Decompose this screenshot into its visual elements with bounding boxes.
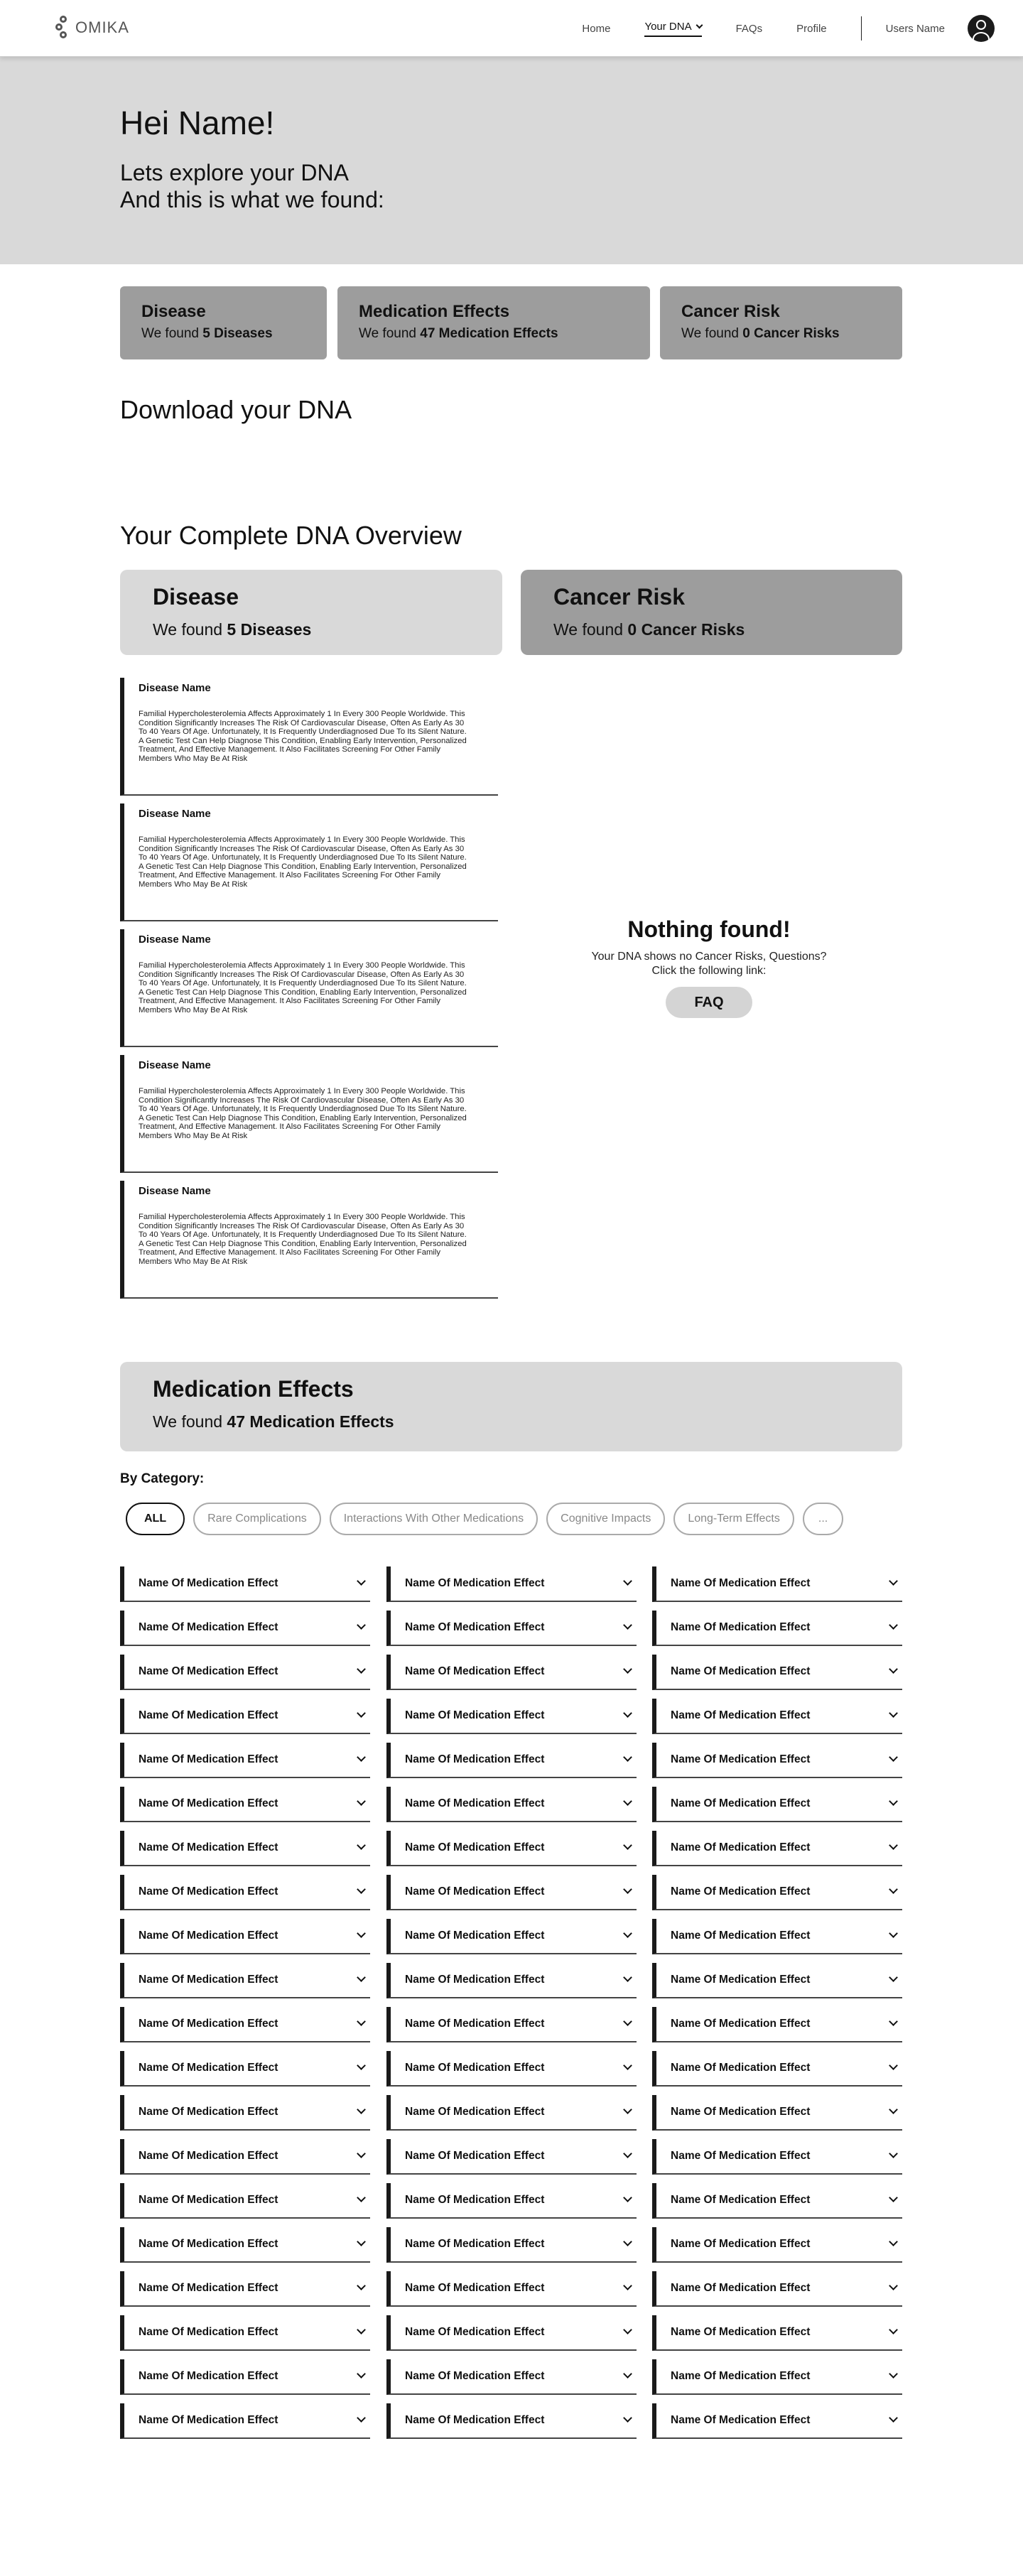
- chevron-down-icon: [695, 21, 703, 28]
- chevron-down-icon[interactable]: [623, 2105, 632, 2114]
- medication-effect-name: Name Of Medication Effect: [139, 2370, 278, 2382]
- chevron-down-icon[interactable]: [357, 1753, 366, 1762]
- chevron-down-icon[interactable]: [623, 1841, 632, 1850]
- chevron-down-icon[interactable]: [357, 2149, 366, 2158]
- medication-effect-name: Name Of Medication Effect: [405, 1665, 545, 1677]
- medication-effect-name: Name Of Medication Effect: [139, 2326, 278, 2338]
- medication-card-title: Medication Effects: [153, 1376, 354, 1402]
- medication-effect-name: Name Of Medication Effect: [139, 1930, 278, 1942]
- medication-effect-item[interactable]: [120, 2051, 370, 2087]
- chevron-down-icon[interactable]: [889, 1620, 898, 1630]
- chevron-down-icon[interactable]: [357, 1797, 366, 1806]
- medication-effect-name: Name Of Medication Effect: [405, 1797, 545, 1809]
- medication-effect-name: Name Of Medication Effect: [671, 2194, 811, 2206]
- medication-effect-name: Name Of Medication Effect: [139, 1841, 278, 1853]
- disease-item[interactable]: [120, 929, 498, 1047]
- medication-effect-name: Name Of Medication Effect: [405, 2414, 545, 2426]
- medication-effect-item[interactable]: [120, 2227, 370, 2263]
- disease-name: Disease Name: [139, 682, 211, 694]
- summary-card-title: Disease: [141, 302, 206, 321]
- top-navbar: [0, 0, 1023, 57]
- disease-name: Disease Name: [139, 1185, 211, 1197]
- summary-card-title: Cancer Risk: [681, 302, 780, 321]
- medication-effect-name: Name Of Medication Effect: [405, 1753, 545, 1765]
- medication-effect-name: Name Of Medication Effect: [671, 1885, 811, 1898]
- disease-description: Familial Hypercholesterolemia Affects Approximately 1 In Every 300 People Worldwide. This Condition Significantly Increases The Risk Of Cardiovascular Disease, Often As Early As 30 To 40 Years Of Age. Unfortunately, It Is Frequently Underdiagnosed Due To Its Silent Nature. A Genetic Test Can Help Diagnose This Condition, Enabling Early Intervention, Personalized Treatment, And Effective Management. It Also Facilitates Screening For Other Family Members Who May Be At Risk: [139, 835, 467, 889]
- medication-effect-item[interactable]: [386, 2183, 637, 2219]
- medication-effect-item[interactable]: [652, 1566, 902, 1602]
- medication-effect-name: Name Of Medication Effect: [671, 1841, 811, 1853]
- medication-effect-name: Name Of Medication Effect: [671, 2282, 811, 2294]
- user-avatar-icon[interactable]: [968, 15, 995, 42]
- hero-banner: [0, 57, 1023, 264]
- medication-effect-item[interactable]: [386, 2139, 637, 2175]
- medication-effect-item[interactable]: [120, 2139, 370, 2175]
- medication-effect-item[interactable]: [652, 1831, 902, 1866]
- summary-card-medication[interactable]: [337, 286, 650, 359]
- chevron-down-icon[interactable]: [623, 2193, 632, 2202]
- chevron-down-icon[interactable]: [623, 1973, 632, 1982]
- medication-effect-name: Name Of Medication Effect: [671, 2150, 811, 2162]
- medication-effect-item[interactable]: [386, 2271, 637, 2307]
- chevron-down-icon[interactable]: [889, 2413, 898, 2423]
- medication-effect-item[interactable]: [652, 1743, 902, 1778]
- download-dna-title[interactable]: Download your DNA: [120, 395, 352, 424]
- nav-your-dna[interactable]: [644, 21, 701, 37]
- chip-cognitive-impacts[interactable]: Cognitive Impacts: [546, 1503, 665, 1535]
- medication-effect-item[interactable]: [120, 1566, 370, 1602]
- medication-effect-name: Name Of Medication Effect: [405, 2282, 545, 2294]
- chevron-down-icon[interactable]: [357, 2369, 366, 2379]
- chevron-down-icon[interactable]: [623, 2237, 632, 2246]
- chevron-down-icon[interactable]: [357, 2413, 366, 2423]
- medication-effect-name: Name Of Medication Effect: [405, 2326, 545, 2338]
- logo-text: OMIKA: [75, 18, 129, 36]
- summary-card-text: We found 0 Cancer Risks: [681, 326, 840, 341]
- medication-effect-name: Name Of Medication Effect: [671, 2238, 811, 2250]
- medication-effect-name: Name Of Medication Effect: [671, 2106, 811, 2118]
- medication-effect-name: Name Of Medication Effect: [405, 1885, 545, 1898]
- medication-effect-item[interactable]: [120, 2359, 370, 2395]
- chevron-down-icon[interactable]: [357, 2017, 366, 2026]
- nav-home[interactable]: Home: [582, 22, 611, 35]
- medication-effect-item[interactable]: [120, 1655, 370, 1690]
- summary-card-text: We found 47 Medication Effects: [359, 326, 558, 341]
- chevron-down-icon[interactable]: [889, 2281, 898, 2290]
- chip-all[interactable]: ALL: [126, 1503, 185, 1535]
- summary-card-title: Medication Effects: [359, 302, 510, 321]
- medication-effect-name: Name Of Medication Effect: [671, 1709, 811, 1721]
- medication-effect-item[interactable]: [386, 1611, 637, 1646]
- chevron-down-icon[interactable]: [357, 1885, 366, 1894]
- empty-state-line-1: Your DNA shows no Cancer Risks, Questions?: [591, 951, 827, 963]
- medication-effect-item[interactable]: [386, 1919, 637, 1954]
- disease-item[interactable]: [120, 803, 498, 921]
- chevron-down-icon[interactable]: [623, 1709, 632, 1718]
- medication-effect-name: Name Of Medication Effect: [405, 2194, 545, 2206]
- medication-effect-name: Name Of Medication Effect: [405, 2106, 545, 2118]
- disease-item[interactable]: [120, 1181, 498, 1299]
- medication-effect-item[interactable]: [652, 2227, 902, 2263]
- medication-effect-name: Name Of Medication Effect: [405, 1930, 545, 1942]
- overview-card-title: Cancer Risk: [553, 584, 685, 610]
- medication-card[interactable]: [120, 1362, 902, 1451]
- medication-effect-name: Name Of Medication Effect: [139, 2238, 278, 2250]
- chip-rare-complications[interactable]: Rare Complications: [193, 1503, 321, 1535]
- medication-effect-name: Name Of Medication Effect: [405, 2018, 545, 2030]
- medication-effect-item[interactable]: [652, 1919, 902, 1954]
- chevron-down-icon[interactable]: [623, 1576, 632, 1586]
- medication-effect-name: Name Of Medication Effect: [405, 2150, 545, 2162]
- chevron-down-icon[interactable]: [357, 2105, 366, 2114]
- chevron-down-icon[interactable]: [357, 1576, 366, 1586]
- medication-effect-item[interactable]: [120, 2183, 370, 2219]
- chevron-down-icon[interactable]: [623, 1620, 632, 1630]
- overview-title: Your Complete DNA Overview: [120, 521, 462, 550]
- chevron-down-icon[interactable]: [889, 1797, 898, 1806]
- medication-card-text: We found 47 Medication Effects: [153, 1412, 394, 1431]
- chevron-down-icon[interactable]: [889, 2017, 898, 2026]
- medication-effect-name: Name Of Medication Effect: [139, 2062, 278, 2074]
- medication-effect-item[interactable]: [120, 1875, 370, 1910]
- overview-card-cancer[interactable]: [521, 570, 902, 655]
- chevron-down-icon[interactable]: [623, 2413, 632, 2423]
- chevron-down-icon[interactable]: [889, 2105, 898, 2114]
- medication-effect-item[interactable]: [652, 2095, 902, 2131]
- medication-effect-name: Name Of Medication Effect: [139, 1621, 278, 1633]
- medication-effect-item[interactable]: [386, 2007, 637, 2042]
- disease-name: Disease Name: [139, 1059, 211, 1071]
- medication-effect-name: Name Of Medication Effect: [139, 1665, 278, 1677]
- medication-effect-item[interactable]: [386, 1831, 637, 1866]
- chevron-down-icon[interactable]: [357, 1709, 366, 1718]
- chevron-down-icon[interactable]: [623, 1797, 632, 1806]
- medication-effect-item[interactable]: [652, 2403, 902, 2439]
- chevron-down-icon[interactable]: [357, 2237, 366, 2246]
- medication-effect-item[interactable]: [652, 2271, 902, 2307]
- medication-effect-item[interactable]: [386, 1875, 637, 1910]
- chevron-down-icon[interactable]: [357, 1620, 366, 1630]
- nav-user-name[interactable]: Users Name: [885, 22, 945, 35]
- chevron-down-icon[interactable]: [889, 1929, 898, 1938]
- medication-effect-item[interactable]: [386, 1743, 637, 1778]
- chip-long-term-effects[interactable]: Long-Term Effects: [673, 1503, 794, 1535]
- medication-effect-name: Name Of Medication Effect: [139, 1797, 278, 1809]
- disease-item[interactable]: [120, 1055, 498, 1173]
- chip-interactions[interactable]: Interactions With Other Medications: [330, 1503, 538, 1535]
- medication-effect-item[interactable]: [120, 1611, 370, 1646]
- medication-effect-item[interactable]: [120, 2403, 370, 2439]
- medication-effect-item[interactable]: [652, 1611, 902, 1646]
- medication-effect-item[interactable]: [120, 2095, 370, 2131]
- overview-card-text: We found 0 Cancer Risks: [553, 620, 745, 639]
- overview-card-title: Disease: [153, 584, 239, 610]
- medication-effect-item[interactable]: [120, 2007, 370, 2042]
- logo-icon: [55, 16, 71, 40]
- chevron-down-icon[interactable]: [623, 2369, 632, 2379]
- chevron-down-icon[interactable]: [357, 1929, 366, 1938]
- medication-effect-item[interactable]: [652, 1787, 902, 1822]
- medication-effect-item[interactable]: [386, 1655, 637, 1690]
- chevron-down-icon[interactable]: [357, 2281, 366, 2290]
- chevron-down-icon[interactable]: [623, 2149, 632, 2158]
- chevron-down-icon[interactable]: [889, 2149, 898, 2158]
- medication-effect-name: Name Of Medication Effect: [671, 1753, 811, 1765]
- medication-effect-name: Name Of Medication Effect: [139, 1577, 278, 1589]
- medication-effect-item[interactable]: [386, 1787, 637, 1822]
- medication-effect-name: Name Of Medication Effect: [405, 1621, 545, 1633]
- medication-effect-item[interactable]: [120, 1963, 370, 1998]
- hero-line-1: Lets explore your DNA: [120, 160, 349, 185]
- chevron-down-icon[interactable]: [623, 2281, 632, 2290]
- empty-state-line-2: Click the following link:: [651, 965, 767, 977]
- cancer-empty-state: [521, 916, 897, 1018]
- chevron-down-icon[interactable]: [357, 2325, 366, 2334]
- chevron-down-icon[interactable]: [889, 1709, 898, 1718]
- disease-description: Familial Hypercholesterolemia Affects Approximately 1 In Every 300 People Worldwide. This Condition Significantly Increases The Risk Of Cardiovascular Disease, Often As Early As 30 To 40 Years Of Age. Unfortunately, It Is Frequently Underdiagnosed Due To Its Silent Nature. A Genetic Test Can Help Diagnose This Condition, Enabling Early Intervention, Personalized Treatment, And Effective Management. It Also Facilitates Screening For Other Family Members Who May Be At Risk: [139, 1213, 467, 1266]
- chevron-down-icon[interactable]: [623, 1929, 632, 1938]
- medication-effect-item[interactable]: [386, 1963, 637, 1998]
- summary-card-cancer[interactable]: [660, 286, 902, 359]
- nav-divider: [861, 16, 862, 40]
- medication-effect-name: Name Of Medication Effect: [139, 2194, 278, 2206]
- chevron-down-icon[interactable]: [623, 2061, 632, 2070]
- medication-effect-name: Name Of Medication Effect: [671, 1974, 811, 1986]
- medication-effect-name: Name Of Medication Effect: [405, 2370, 545, 2382]
- chip-more[interactable]: ...: [803, 1503, 843, 1535]
- overview-card-disease[interactable]: [120, 570, 502, 655]
- medication-effect-item[interactable]: [386, 2227, 637, 2263]
- medication-effect-name: Name Of Medication Effect: [671, 2414, 811, 2426]
- medication-effect-name: Name Of Medication Effect: [671, 2326, 811, 2338]
- chevron-down-icon[interactable]: [889, 2061, 898, 2070]
- medication-effect-item[interactable]: [386, 2403, 637, 2439]
- medication-effect-name: Name Of Medication Effect: [139, 2414, 278, 2426]
- chevron-down-icon[interactable]: [889, 2237, 898, 2246]
- hero-line-2: And this is what we found:: [120, 187, 384, 212]
- chevron-down-icon[interactable]: [889, 1841, 898, 1850]
- medication-effect-name: Name Of Medication Effect: [405, 1709, 545, 1721]
- chevron-down-icon[interactable]: [889, 1753, 898, 1762]
- medication-effect-item[interactable]: [652, 2051, 902, 2087]
- chevron-down-icon[interactable]: [357, 2193, 366, 2202]
- medication-effect-name: Name Of Medication Effect: [139, 1974, 278, 1986]
- medication-effect-item[interactable]: [386, 2095, 637, 2131]
- medication-effect-name: Name Of Medication Effect: [139, 1709, 278, 1721]
- disease-name: Disease Name: [139, 808, 211, 820]
- hero-subtitle: [120, 159, 384, 213]
- medication-effect-item[interactable]: [386, 2359, 637, 2395]
- medication-effect-name: Name Of Medication Effect: [671, 2062, 811, 2074]
- medication-effect-item[interactable]: [386, 2315, 637, 2351]
- disease-description: Familial Hypercholesterolemia Affects Approximately 1 In Every 300 People Worldwide. This Condition Significantly Increases The Risk Of Cardiovascular Disease, Often As Early As 30 To 40 Years Of Age. Unfortunately, It Is Frequently Underdiagnosed Due To Its Silent Nature. A Genetic Test Can Help Diagnose This Condition, Enabling Early Intervention, Personalized Treatment, And Effective Management. It Also Facilitates Screening For Other Family Members Who May Be At Risk: [139, 710, 467, 763]
- medication-effect-name: Name Of Medication Effect: [139, 1753, 278, 1765]
- overview-card-text: We found 5 Diseases: [153, 620, 312, 639]
- medication-effect-name: Name Of Medication Effect: [671, 1797, 811, 1809]
- medication-effect-name: Name Of Medication Effect: [405, 1974, 545, 1986]
- medication-effect-name: Name Of Medication Effect: [405, 2238, 545, 2250]
- chevron-down-icon[interactable]: [889, 2193, 898, 2202]
- medication-effect-name: Name Of Medication Effect: [139, 2150, 278, 2162]
- medication-effect-item[interactable]: [386, 1699, 637, 1734]
- disease-item[interactable]: [120, 678, 498, 796]
- medication-effect-name: Name Of Medication Effect: [405, 1577, 545, 1589]
- category-filter-chips: [126, 1503, 843, 1535]
- nav-your-dna-label: Your DNA: [644, 20, 692, 33]
- medication-effect-name: Name Of Medication Effect: [671, 1621, 811, 1633]
- medication-effect-name: Name Of Medication Effect: [139, 2106, 278, 2118]
- by-category-label: By Category:: [120, 1471, 205, 1486]
- faq-button[interactable]: FAQ: [666, 987, 752, 1018]
- medication-effect-name: Name Of Medication Effect: [671, 1577, 811, 1589]
- chevron-down-icon[interactable]: [889, 1885, 898, 1894]
- chevron-down-icon[interactable]: [623, 2325, 632, 2334]
- medication-effect-item[interactable]: [652, 2315, 902, 2351]
- chevron-down-icon[interactable]: [889, 2369, 898, 2379]
- medication-effect-name: Name Of Medication Effect: [139, 2282, 278, 2294]
- medication-effect-item[interactable]: [652, 1875, 902, 1910]
- medication-effect-item[interactable]: [386, 1566, 637, 1602]
- medication-effect-item[interactable]: [120, 1919, 370, 1954]
- summary-card-disease[interactable]: [120, 286, 327, 359]
- medication-effect-item[interactable]: [652, 2183, 902, 2219]
- medication-effect-item[interactable]: [120, 1831, 370, 1866]
- chevron-down-icon[interactable]: [623, 1665, 632, 1674]
- chevron-down-icon[interactable]: [357, 2061, 366, 2070]
- chevron-down-icon[interactable]: [623, 1885, 632, 1894]
- disease-description: Familial Hypercholesterolemia Affects Approximately 1 In Every 300 People Worldwide. This Condition Significantly Increases The Risk Of Cardiovascular Disease, Often As Early As 30 To 40 Years Of Age. Unfortunately, It Is Frequently Underdiagnosed Due To Its Silent Nature. A Genetic Test Can Help Diagnose This Condition, Enabling Early Intervention, Personalized Treatment, And Effective Management. It Also Facilitates Screening For Other Family Members Who May Be At Risk: [139, 961, 467, 1014]
- medication-effect-item[interactable]: [386, 2051, 637, 2087]
- medication-effect-item[interactable]: [652, 1963, 902, 1998]
- nav-profile[interactable]: Profile: [796, 22, 827, 35]
- medication-effect-item[interactable]: [120, 2315, 370, 2351]
- medication-effect-item[interactable]: [120, 1699, 370, 1734]
- medication-effect-name: Name Of Medication Effect: [671, 2370, 811, 2382]
- medication-effect-item[interactable]: [120, 1787, 370, 1822]
- logo[interactable]: [55, 16, 129, 40]
- hero-greeting: Hei Name!: [120, 104, 275, 141]
- chevron-down-icon[interactable]: [889, 1973, 898, 1982]
- medication-effect-name: Name Of Medication Effect: [671, 1930, 811, 1942]
- medication-effect-item[interactable]: [652, 1699, 902, 1734]
- chevron-down-icon[interactable]: [889, 1576, 898, 1586]
- medication-effect-item[interactable]: [652, 2007, 902, 2042]
- chevron-down-icon[interactable]: [357, 1841, 366, 1850]
- disease-name: Disease Name: [139, 933, 211, 946]
- medication-effect-name: Name Of Medication Effect: [671, 2018, 811, 2030]
- medication-effect-item[interactable]: [652, 1655, 902, 1690]
- nav-faqs[interactable]: FAQs: [735, 22, 763, 35]
- medication-effect-item[interactable]: [120, 2271, 370, 2307]
- medication-effect-name: Name Of Medication Effect: [405, 2062, 545, 2074]
- medication-effect-item[interactable]: [652, 2139, 902, 2175]
- medication-effect-item[interactable]: [120, 1743, 370, 1778]
- medication-effect-item[interactable]: [652, 2359, 902, 2395]
- chevron-down-icon[interactable]: [357, 1973, 366, 1982]
- chevron-down-icon[interactable]: [889, 2325, 898, 2334]
- chevron-down-icon[interactable]: [357, 1665, 366, 1674]
- chevron-down-icon[interactable]: [889, 1665, 898, 1674]
- chevron-down-icon[interactable]: [623, 1753, 632, 1762]
- medication-effect-name: Name Of Medication Effect: [405, 1841, 545, 1853]
- disease-description: Familial Hypercholesterolemia Affects Approximately 1 In Every 300 People Worldwide. This Condition Significantly Increases The Risk Of Cardiovascular Disease, Often As Early As 30 To 40 Years Of Age. Unfortunately, It Is Frequently Underdiagnosed Due To Its Silent Nature. A Genetic Test Can Help Diagnose This Condition, Enabling Early Intervention, Personalized Treatment, And Effective Management. It Also Facilitates Screening For Other Family Members Who May Be At Risk: [139, 1087, 467, 1140]
- chevron-down-icon[interactable]: [623, 2017, 632, 2026]
- medication-effect-name: Name Of Medication Effect: [671, 1665, 811, 1677]
- summary-card-text: We found 5 Diseases: [141, 326, 273, 341]
- medication-effect-name: Name Of Medication Effect: [139, 2018, 278, 2030]
- empty-state-title: Nothing found!: [627, 916, 791, 942]
- medication-effect-name: Name Of Medication Effect: [139, 1885, 278, 1898]
